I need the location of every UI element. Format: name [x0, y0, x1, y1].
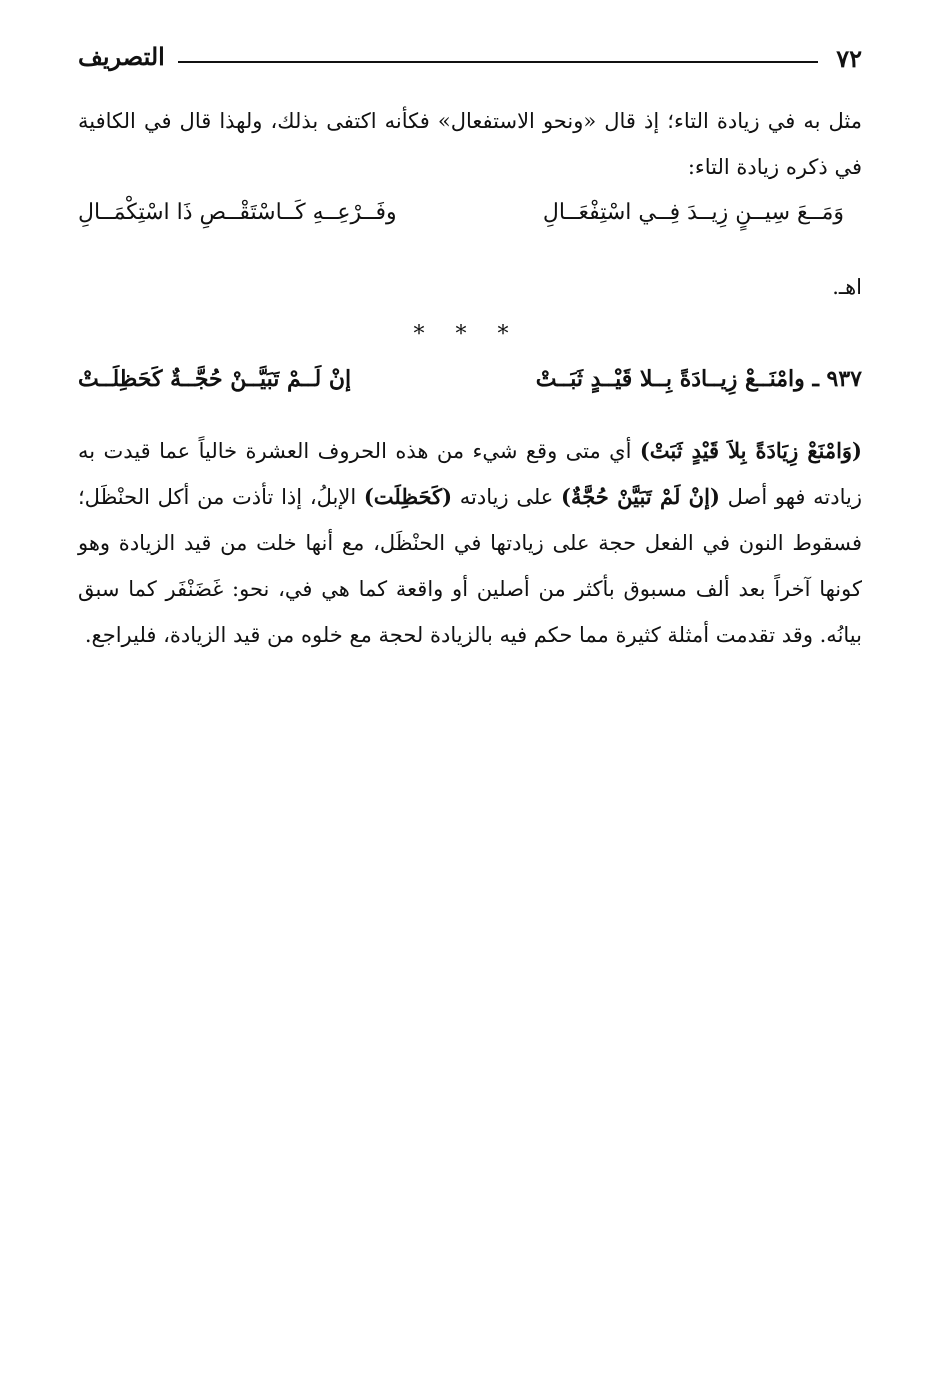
commentary-text-1: أي متى وقع شيء من هذه الحروف العشرة خالياً عما قيدت به زيادته فهو أصل — [78, 439, 862, 509]
verse-first-hemistich: وَمَــعَ سِيــنٍ زِيــدَ فِــي اسْتِفْعَــالِ — [542, 200, 844, 225]
section-separator: * * * — [413, 322, 521, 347]
quoted-verse-part-2: (إنْ لَمْ تَبَيَّنْ حُجَّةٌ) — [561, 484, 720, 509]
quoted-verse-part-1: (وَامْنَعْ زِيَادَةً بِلاَ قَيْدٍ ثَبَتْ) — [639, 438, 862, 463]
page-number: ٧٢ — [836, 44, 862, 73]
paragraph-intro: مثل به في زيادة التاء؛ إذ قال «ونحو الاستفعال» فكأنه اكتفى بذلك، ولهذا قال في الكافية في ذكره زيادة التاء: — [78, 109, 862, 179]
verse-937-first-hemistich: ٩٣٧ ـ وامْنَــعْ زِيــادَةً بِــلا قَيْــدٍ ثَبَــتْ — [535, 366, 862, 392]
header-rule — [178, 61, 818, 63]
commentary-paragraph — [78, 428, 862, 658]
verse-937-second-hemistich: إنْ لَــمْ تَبَيَّــنْ حُجَّــةٌ كَحَظِلَــتْ — [78, 366, 352, 392]
running-title: التصريف — [78, 42, 165, 71]
page-header — [78, 40, 862, 80]
kafiya-verse — [78, 200, 862, 250]
verse-second-hemistich: وفَــرْعِــهِ كَــاسْتَقْــصِ ذَا اسْتِكْمَــالِ — [78, 200, 397, 225]
commentary-text-3: الإبلُ، إذا تأذت من أكل الحنْظَل؛ فسقوط النون في الفعل حجة على زيادتها في الحنْظَل، مع أنها خلت من قيد الزيادة وهو كونها آخراً بعد ألف مسبوق بأكثر من أصلين أو واقعة كما هي في، نحو: غَضَنْفَر كما سبق بيانُه. وقد تقدمت أمثلة كثيرة مما حكم فيه بالزيادة لحجة مع خلوه من قيد الزيادة، فليراجع. — [78, 485, 862, 647]
quoted-example: (كَحَظِلَت) — [363, 484, 453, 509]
verse-937 — [78, 366, 862, 416]
closing-abbreviation: اهـ. — [832, 275, 862, 299]
commentary-text-2: على زيادته — [452, 485, 562, 509]
